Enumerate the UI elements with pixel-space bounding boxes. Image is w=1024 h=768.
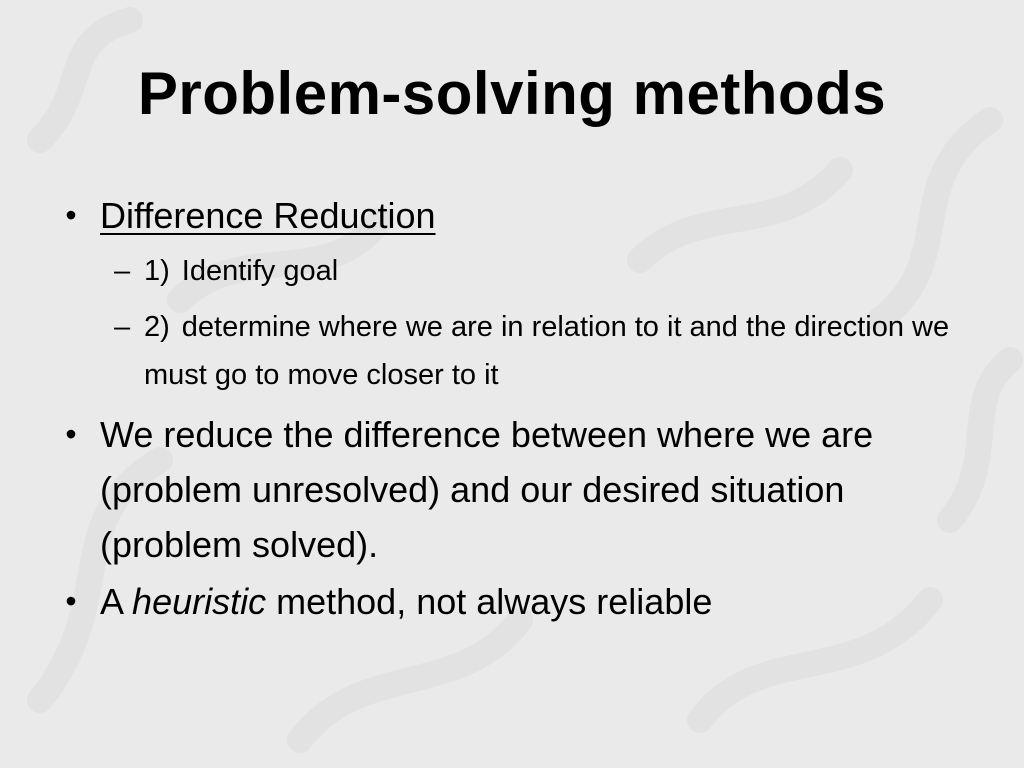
sub-marker: – <box>114 255 131 287</box>
bullet-heuristic-method <box>56 574 956 629</box>
bullet-difference-reduction <box>56 188 956 243</box>
step-item-2 <box>114 303 956 399</box>
step-number-2: 2) <box>144 311 170 343</box>
bullet-reduce-difference <box>56 407 956 572</box>
step-text-2: determine where we are in relation to it and the direction we must go to move closer to it <box>144 311 950 391</box>
bullet-text-reduce-difference: We reduce the difference between where we are (problem unresolved) and our desired situation (problem solved). <box>100 414 874 565</box>
bullet-marker: • <box>65 416 77 452</box>
sub-marker: – <box>114 311 131 343</box>
bullet-marker: • <box>65 197 77 233</box>
slide-body <box>56 188 956 631</box>
step-item-1 <box>114 247 956 295</box>
bullet-heading-difference-reduction: Difference Reduction <box>100 195 436 236</box>
heuristic-emphasis: heuristic <box>132 581 267 622</box>
bullet-marker: • <box>65 583 77 619</box>
difference-reduction-steps <box>114 247 956 399</box>
bullet-prefix: A <box>100 581 123 622</box>
step-text-1: Identify goal <box>181 255 339 287</box>
slide-title: Problem-solving methods <box>137 60 887 127</box>
step-number-1: 1) <box>144 255 170 287</box>
bullet-suffix: method, not always reliable <box>276 581 713 622</box>
